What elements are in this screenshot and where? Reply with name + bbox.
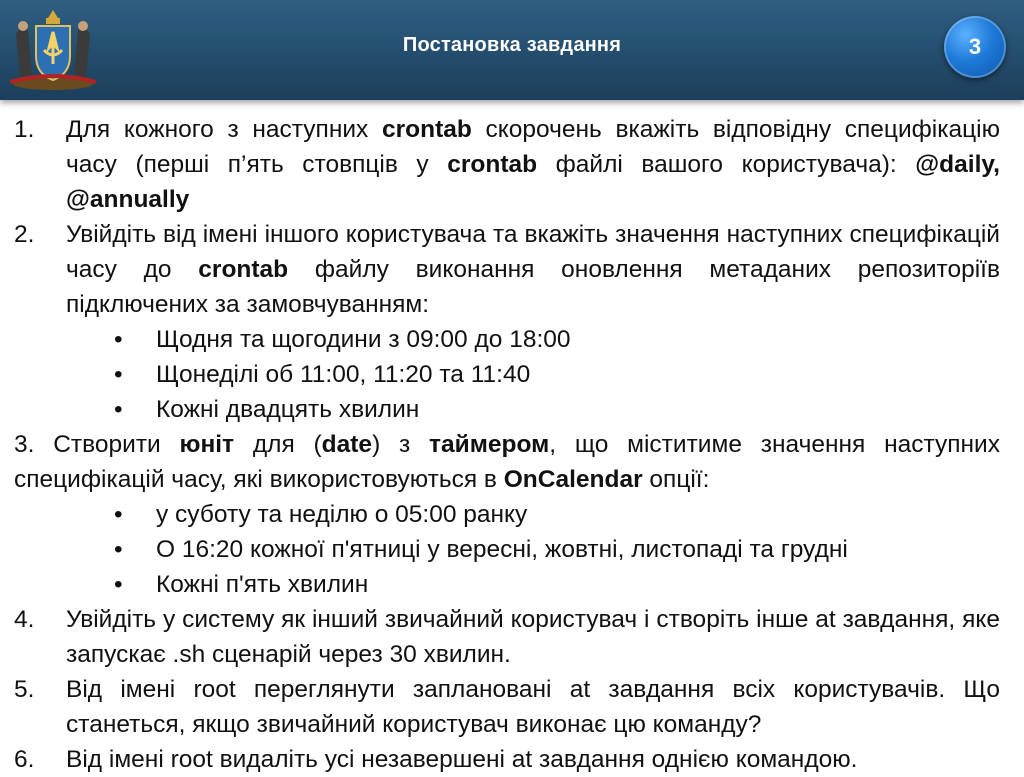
list-item <box>14 672 1000 742</box>
bullet-icon: • <box>114 361 123 388</box>
item-number: 2. <box>14 221 35 248</box>
item-number: 6. <box>14 746 35 773</box>
list-item <box>14 112 1000 217</box>
item-text: Увійдіть у систему як інший звичайний користувач і створіть інше at завдання, яке запускає .sh сценарій через 30 хвилин. <box>66 606 1000 668</box>
page-number-badge: 3 <box>944 16 1006 78</box>
bullet-item: • Кожні двадцять хвилин <box>14 392 1000 427</box>
item-number: 4. <box>14 606 35 633</box>
bullet-item: • Щонеділі об 11:00, 11:20 та 11:40 <box>14 357 1000 392</box>
list-item <box>14 742 1000 777</box>
slide-title: Постановка завдання <box>402 34 622 56</box>
item-text: Для кожного з наступних crontab скорочень вкажіть відповідну специфікацію часу (перші п’ять стовпців у crontab файлі вашого користувача): @daily, @annually <box>66 116 1000 213</box>
slide-header <box>0 0 1024 100</box>
task-list <box>14 112 1000 777</box>
item-number: 1. <box>14 116 35 143</box>
bullet-icon: • <box>114 326 123 353</box>
list-item <box>14 217 1000 322</box>
item-text: Від імені root переглянути заплановані at завдання всіх користувачів. Що станеться, якщо звичайний користувач виконає цю команду? <box>66 676 1000 738</box>
item-text: Від імені root видаліть усі незавершені at завдання однією командою. <box>66 746 858 773</box>
bullet-icon: • <box>114 571 123 598</box>
item-number: 5. <box>14 676 35 703</box>
bullet-item: • у суботу та неділю о 05:00 ранку <box>14 497 1000 532</box>
list-item <box>14 602 1000 672</box>
item-text: Увійдіть від імені іншого користувача та вкажіть значення наступних специфікацій часу до crontab файлу виконання оновлення метаданих репозиторіїв підключених за замовчуванням: <box>66 221 1000 318</box>
list-item: 3. Створити юніт для (date) з таймером, що міститиме значення наступних специфікацій часу, які використовуються в OnCalendar опції: <box>14 431 1000 493</box>
bullet-item: • О 16:20 кожної п'ятниці у вересні, жовтні, листопаді та грудні <box>14 532 1000 567</box>
item-number: 3. <box>14 431 35 458</box>
bullet-icon: • <box>114 396 123 423</box>
bullet-item: • Щодня та щогодини з 09:00 до 18:00 <box>14 322 1000 357</box>
bullet-icon: • <box>114 536 123 563</box>
bullet-item: • Кожні п'ять хвилин <box>14 567 1000 602</box>
bullet-icon: • <box>114 501 123 528</box>
